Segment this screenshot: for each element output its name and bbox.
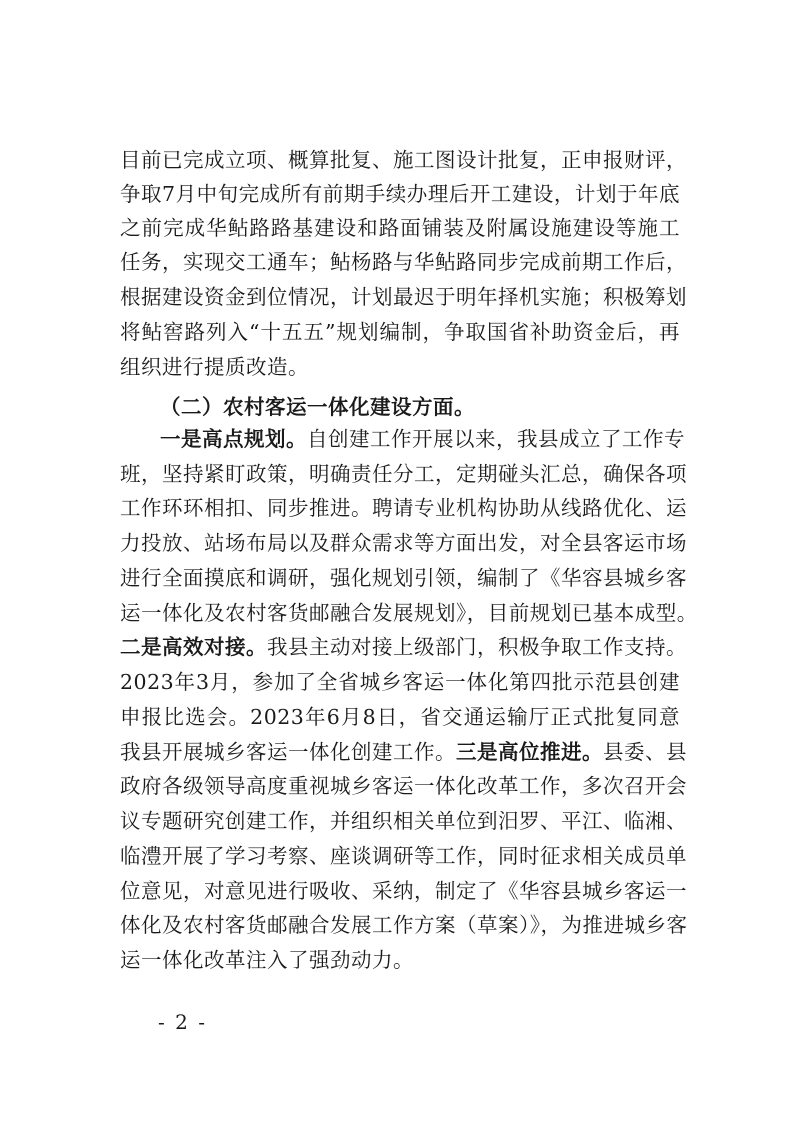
- text-span: 自创建工作开展以来，我县成立了工作专: [307, 427, 685, 451]
- page-number: - 2 -: [158, 1010, 207, 1034]
- text-line: 组织进行提质改造。: [120, 355, 309, 379]
- text-line: 2023年3月，参加了全省城乡客运一体化第四批示范县创建: [120, 670, 680, 694]
- bold-phrase: 二是高效对接。: [120, 635, 267, 659]
- text-line: 临澧开展了学习考察、座谈调研等工作，同时征求相关成员单: [120, 844, 687, 868]
- text-line: 运一体化及农村客货邮融合发展规划》，目前规划已基本成型。: [120, 601, 698, 625]
- text-line: 进行全面摸底和调研，强化规划引领，编制了《华容县城乡客: [120, 566, 687, 590]
- text-line: 任务，实现交工通车；鲇杨路与华鲇路同步完成前期工作后，: [120, 250, 687, 274]
- text-line: 申报比选会。2023年6月8日，省交通运输厅正式批复同意: [120, 705, 680, 729]
- text-line: 根据建设资金到位情况，计划最迟于明年择机实施；积极筹划: [120, 285, 687, 309]
- text-line: 体化及农村客货邮融合发展工作方案（草案）》，为推进城乡客: [120, 913, 688, 937]
- text-line: 政府各级领导高度重视城乡客运一体化改革工作，多次召开会: [120, 774, 687, 798]
- text-line: [120, 633, 687, 661]
- section-heading: （二）农村客运一体化建设方面。: [160, 395, 475, 419]
- bold-phrase: 一是高点规划。: [160, 427, 307, 451]
- text-span: 县委、县: [603, 740, 687, 764]
- text-line: 之前完成华鲇路路基建设和路面铺装及附属设施建设等施工: [120, 216, 680, 240]
- text-line: 位意见，对意见进行吸收、采纳，制定了《华容县城乡客运一: [120, 879, 687, 903]
- text-line: 议专题研究创建工作，并组织相关单位到汨罗、平江、临湘、: [120, 809, 687, 833]
- text-line: 争取7月中旬完成所有前期手续办理后开工建设，计划于年底: [120, 182, 680, 206]
- text-line: 班，坚持紧盯政策，明确责任分工，定期碰头汇总，确保各项: [120, 462, 687, 486]
- text-line: 力投放、站场布局以及群众需求等方面出发，对全县客运市场: [120, 531, 687, 555]
- text-line: [160, 425, 685, 453]
- text-span: 我县开展城乡客运一体化创建工作。: [120, 740, 456, 764]
- text-line: 将鲇窖路列入“十五五”规划编制，争取国省补助资金后，再: [120, 320, 680, 344]
- text-line: 运一体化改革注入了强劲动力。: [120, 948, 414, 972]
- bold-phrase: 三是高位推进。: [456, 740, 603, 764]
- text-line: [120, 738, 687, 766]
- text-span: 我县主动对接上级部门，积极争取工作支持。: [267, 635, 687, 659]
- text-line: 工作环环相扣、同步推进。聘请专业机构协助从线路优化、运: [120, 496, 687, 520]
- text-line: 目前已完成立项、概算批复、施工图设计批复，正申报财评，: [120, 148, 687, 172]
